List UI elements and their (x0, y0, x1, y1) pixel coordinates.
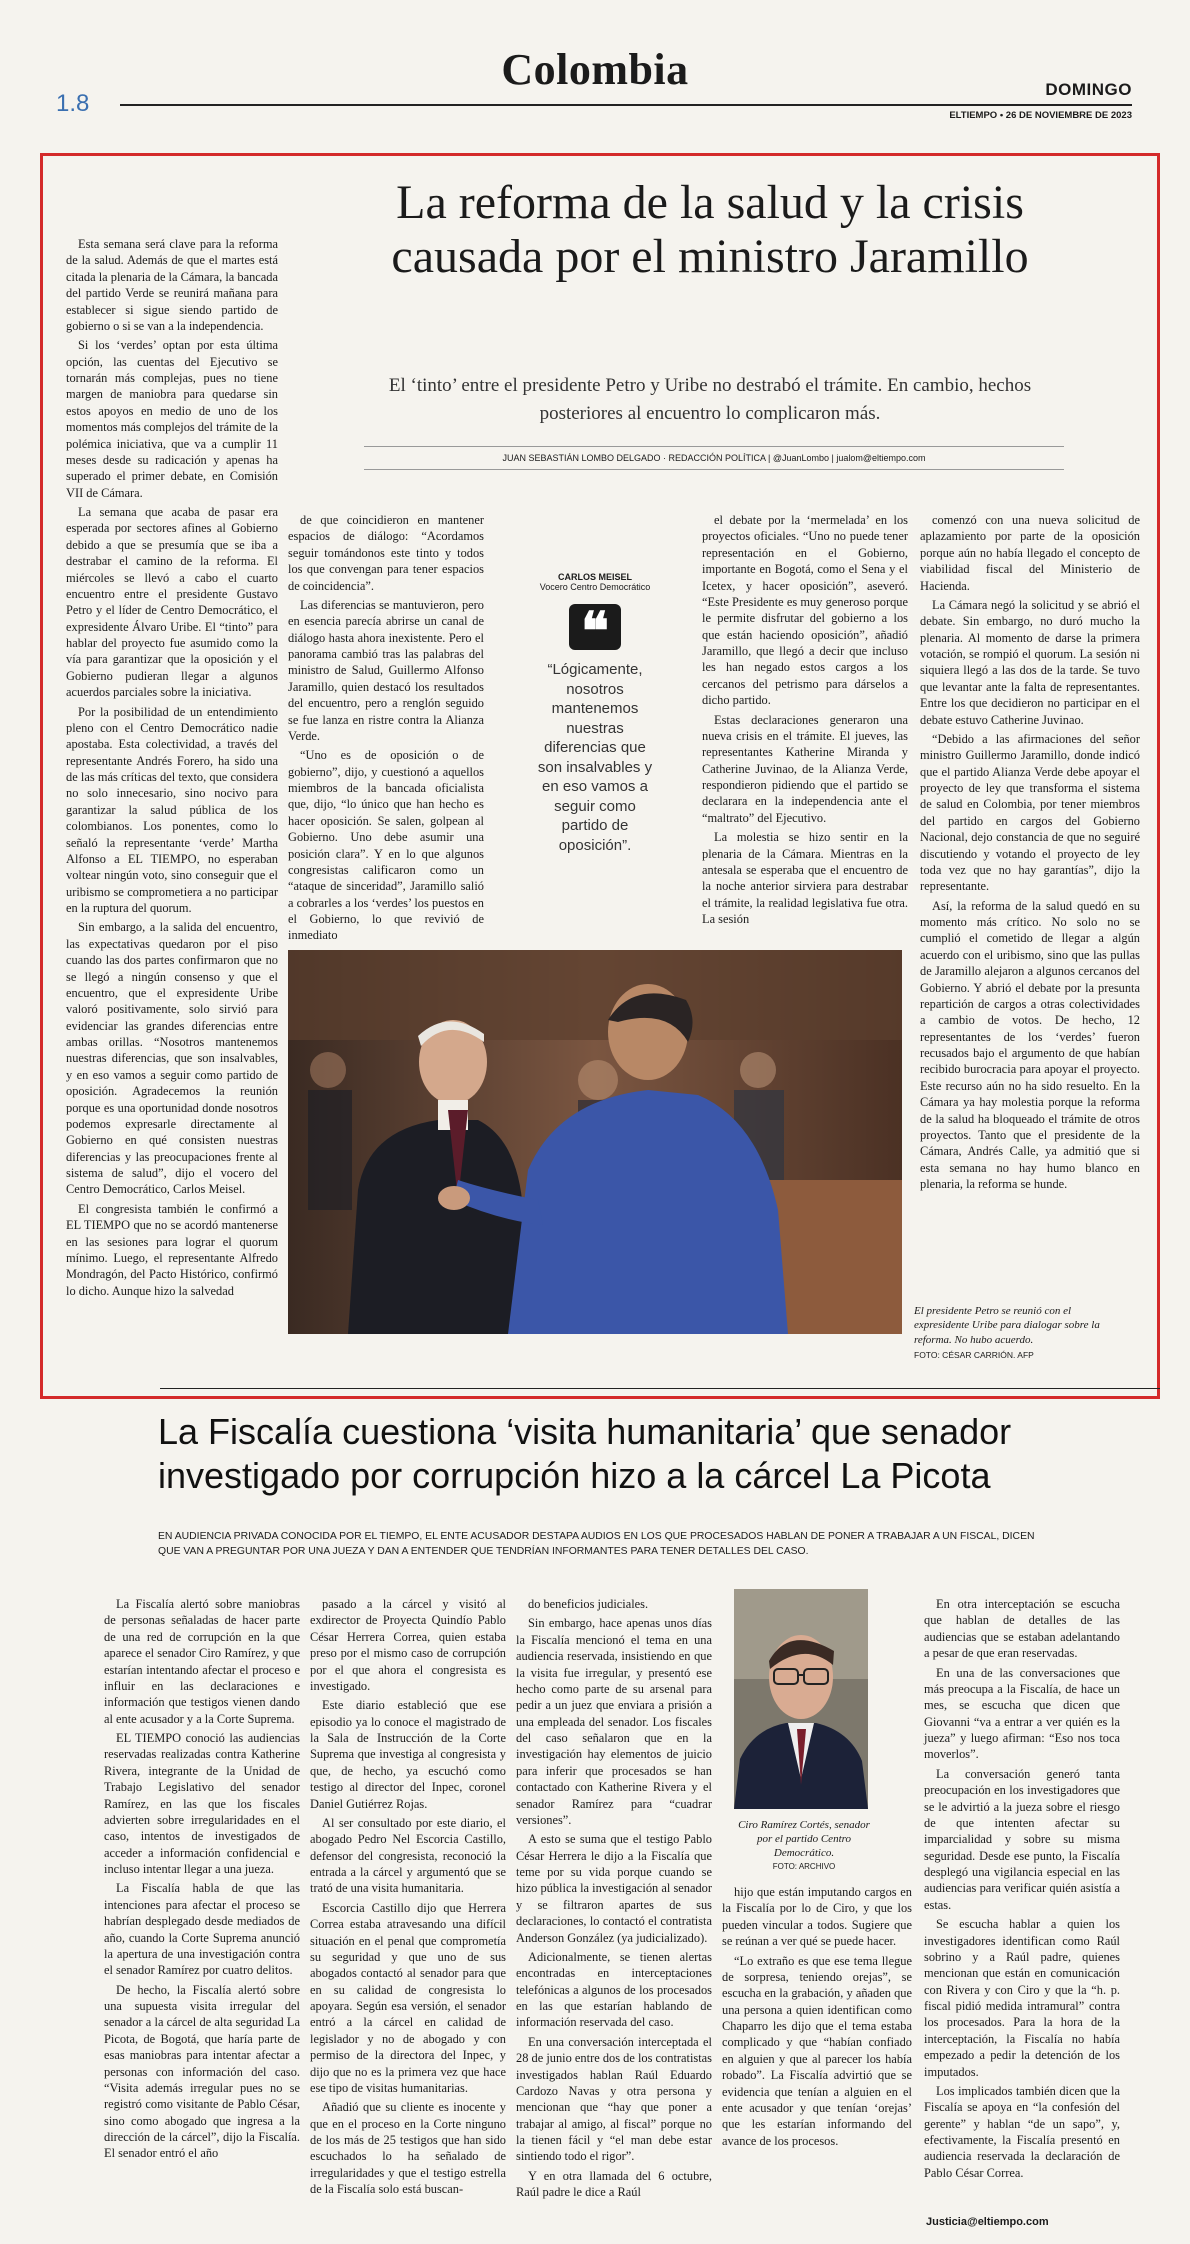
article1-column-1 (66, 236, 278, 1302)
paragraph: Y en otra llamada del 6 octubre, Raúl padre le dice a Raúl (516, 2168, 712, 2200)
article2-column-2 (310, 1596, 506, 2201)
article1-column-3 (702, 512, 908, 930)
paragraph: Estas declaraciones generaron una nueva crisis en el trámite. El jueves, las representantes Katherine Miranda y Catherine Juvinao, de la Alianza Verde, respondieron pidiendo que el partido se declarara en la independencia ante el “maltrato” del Ejecutivo. (702, 712, 908, 825)
ciro-ramirez-photo (734, 1589, 868, 1809)
paragraph: EL TIEMPO conoció las audiencias reservadas realizadas contra Katherine Rivera, integrante de la Unidad de Trabajo Legislativo del senador Ramírez, en las que los fiscales advierten sobre irregularidades en el caso, intentos de investigados de acceder a información confidencial e incluso intentar llegar a una jueza. (104, 1731, 300, 1876)
article1-byline: JUAN SEBASTIÁN LOMBO DELGADO · REDACCIÓN POLÍTICA | @JuanLombo | jualom@eltiempo.com (364, 446, 1064, 470)
paragraph: Así, la reforma de la salud quedó en su momento más crítico. No solo no se cumplió el cometido de llegar a algún acuerdo con el uribismo, sino que las pullas de Jaramillo alejaron a algunos cercanos del Gobierno. Y abrió el debate por la presunta repartición de cargos a otras colectividades a cambio de votos. De hecho, 12 representantes de los ‘verdes’ fueron recusados bajo el argumento de que habían recibido burocracia para apoyar el proyecto. Este recurso aún no ha sido resuelto. En la Cámara ya hay molestia porque la reforma de la salud ha bloqueado el trámite de otros proyectos. Tanto que el presidente de la Cámara, Andrés Calle, ya admitió que si esta semana no hay humo blanco en plenaria, la reforma se hunde. (920, 898, 1140, 1191)
article2-column-3 (516, 1596, 712, 2204)
paragraph: do beneficios judiciales. (528, 1597, 649, 1611)
paragraph: De hecho, la Fiscalía alertó sobre una supuesta visita irregular del senador a la cárcel de alta seguridad La Picota, de Bogotá, que haría parte de esas maniobras para intentar afectar a personas con información del caso. “Visita además irregular pues no se registró como visitante de Pablo César, sino como abogado que ingresa a la dirección de la cárcel”, dijo la Fiscalía. El senador entró el año (104, 1982, 300, 2161)
paragraph: de que coincidieron en mantener espacios de diálogo: “Acordamos seguir tomándonos este tinto y todos los que convengan para tener espacios de coincidencia”. (288, 513, 484, 593)
quote-text: “Lógicamente, nosotros mantenemos nuestras diferencias que son insalvables y en eso vamos a seguir como partido de oposición”. (537, 661, 653, 854)
photo2-caption-text: Ciro Ramírez Cortés, senador por el partido Centro Democrático. (738, 1819, 870, 1860)
article2-column-3b (722, 1884, 912, 2152)
article1-headline: La reforma de la salud y la crisis causada por el ministro Jaramillo (391, 176, 1029, 283)
paragraph: Adicionalmente, se tienen alertas encontradas en interceptaciones telefónicas a algunos de los procesados en las que estarían hablando de información reservada del caso. (516, 1949, 712, 2030)
photo1-caption (914, 1304, 1114, 1361)
paragraph: Esta semana será clave para la reforma de la salud. Además de que el martes está citada la plenaria de la Cámara, la bancada del partido Verde se reunirá mañana para establecer si sigue siendo partido de gobierno o si se van a la independencia. (66, 237, 278, 333)
paragraph: pasado a la cárcel y visitó al exdirector de Proyecta Quindío Pablo César Herrera Correa, quien estaba preso por el mismo caso de corrupción por el que ahora el congresista es investigado. (310, 1597, 506, 1693)
paragraph: La Fiscalía alertó sobre maniobras de personas señaladas de hacer parte de una red de corrupción en la que aparece el senador Ciro Ramírez, y que estarían intentando afectar el proceso e influir en las declaraciones e información que testigos vienen dando al ente acusador y a la Corte Suprema. (104, 1597, 300, 1726)
article1-column-4 (920, 512, 1140, 1195)
quote-mark-icon: ❝ (569, 604, 621, 650)
paragraph: Sin embargo, a la salida del encuentro, las expectativas quedaron por el piso cuando las dos partes confirmaron que no se llegó a ningún consenso y que el encuentro, que el expresidente Uribe valoró positivamente, solo sirvió para evidenciar las grandes diferencias entre ambas orillas. “Nosotros mantenemos nuestras diferencias, que son insalvables, y en eso vamos a seguir como partido de oposición. Agradecemos la reunión porque es una oportunidad donde nosotros podemos expresarle directamente al Gobierno en qué consisten nuestras diferencias y las preocupaciones frente al sistema de salud”, dijo el vocero del Centro Democrático, Carlos Meisel. (66, 920, 278, 1197)
photo1-credit: FOTO: CÉSAR CARRIÓN. AFP (914, 1349, 1034, 1360)
contact-email[interactable]: Justicia@eltiempo.com (926, 2216, 1049, 2228)
paragraph: La Fiscalía habla de que las intenciones para afectar el proceso se habrían desplegado desde mediados de año, cuando la Corte Suprema anunció la apertura de una investigación contra el senador Ramírez por cuatro delitos. (104, 1881, 300, 1978)
quote-role: Vocero Centro Democrático (539, 582, 651, 592)
weekday: DOMINGO (1045, 80, 1132, 99)
paragraph: La semana que acaba de pasar era esperada por sectores afines al Gobierno debido a que se presumía que se iba a destrabar el camino de la reforma. El miércoles se llevó a cabo el cuarto encuentro entre el presidente Gustavo Petro y el líder de Centro Democrático, el expresidente Álvaro Uribe. El “tinto” para hablar del proyecto fue asumido como la vía para garantizar que la oposición y el Gobierno pudieran llegar a algunos acuerdos parciales sobre la iniciativa. (66, 505, 278, 700)
paragraph: “Lo extraño es que ese tema llegue de sorpresa, teniendo orejas”, se escucha en la grabación, y añaden que una persona a quien identifican como Chaparro les dijo que el tema estaba complicado y que “habían confiado en alguien y que al parecer los había robado”. La Fiscalía advirtió que se evidencia que tenían a alguien en el ente acusador y que tenían ‘orejas’ que les estarían informando del avance de los procesos. (722, 1953, 912, 2148)
article2-lead: EN AUDIENCIA PRIVADA CONOCIDA POR EL TIEMPO, EL ENTE ACUSADOR DESTAPA AUDIOS EN LOS QUE PROCESADOS HABLAN DE PONER A TRABAJAR A UN FISCAL, DICEN QUE VAN A PREGUNTAR POR UNA JUEZA Y DAN A ENTENDER QUE TENDRÍAN INFORMANTES PARA TENER DETALLES DEL CASO. (158, 1531, 1035, 1557)
petro-uribe-photo (288, 950, 902, 1334)
paragraph: Si los ‘verdes’ optan por esta última opción, las cuentas del Ejecutivo se tornarán más complejas, pues no tiene margen de maniobra para quedarse sin estos apoyos en medio de uno de los momentos más complejos del trámite de la polémica iniciativa, que va a cumplir 11 meses desde su radicación y apenas ha superado el primer debate, en Comisión VII de Cámara. (66, 338, 278, 500)
section-title: Colombia (501, 45, 689, 94)
paragraph: hijo que están imputando cargos en la Fiscalía por lo de Ciro, y que los pueden vincular a todos. Sugiere que se reúnan a ver qué se puede hacer. (722, 1885, 912, 1949)
paragraph: Este diario estableció que ese episodio ya lo conoce el magistrado de la Sala de Instrucción de la Corte Suprema que investiga al congresista y que, de hecho, ya escuchó como testigo al director del Inpec, coronel Daniel Gutiérrez Rojas. (310, 1698, 506, 1811)
article2-headline: La Fiscalía cuestiona ‘visita humanitaria’ que senador investigado por corrupción hizo a la cárcel La Picota (158, 1411, 1012, 1497)
paragraph: Las diferencias se mantuvieron, pero en esencia parecía abrirse un canal de diálogo hasta ahora inexistente. Pero el panorama cambió tras las palabras del ministro de Salud, Guillermo Alfonso Jaramillo, quien destacó los resultados del encuentro, pero a renglón seguido se fue lanza en ristre contra la Alianza Verde. (288, 597, 484, 743)
paragraph: “Debido a las afirmaciones del señor ministro Guillermo Jaramillo, donde indicó que el partido Alianza Verde debe apoyar el proyecto de ley que transforma el sistema de salud en Colombia, por tener miembros del partido en cargos del Gobierno Nacional, dejo constancia de que no seguiré discutiendo y votando el proyecto de ley toda vez que no hay garantías”, dijo la representante. (920, 731, 1140, 894)
article2-column-4 (924, 1596, 1120, 2184)
article1-dek: El ‘tinto’ entre el presidente Petro y Uribe no destrabó el trámite. En cambio, hechos posteriores al encuentro lo complicaron más. (388, 375, 1032, 424)
quote-author: CARLOS MEISEL (557, 572, 632, 582)
paragraph: Al ser consultado por este diario, el abogado Pedro Nel Escorcia Castillo, defensor del congresista, reconoció la entrada a la cárcel y argumentó que se trató de una visita humanitaria. (310, 1815, 506, 1896)
paragraph: La molestia se hizo sentir en la plenaria de la Cámara. Mientras en la antesala se esperaba que el encuentro de la noche anterior sirviera para destrabar el trámite, la realidad legislativa fue otra. La sesión (702, 830, 908, 926)
paragraph: Por la posibilidad de un entendimiento pleno con el Centro Democrático nadie apostaba. Esta colectividad, a través del representante Andrés Forero, ha sido una de las más críticas del texto, que considera no solo innecesario, sino nocivo para garantizar la salud pública de los colombianos. Los ponentes, como lo señaló la representante ‘verde’ Martha Alfonso a EL TIEMPO, no esperaban voltear ningún voto, sino conseguir que el uribismo se comprometiera a no participar en la ruptura del quorum. (66, 704, 278, 915)
header-rule (120, 104, 1132, 106)
article1-column-2 (288, 512, 484, 947)
paragraph: La conversación generó tanta preocupación en los investigadores que se le advirtió a la jueza sobre el riesgo de que intenten afectar su imparcialidad y sobre su misma seguridad. Desde ese punto, la Fiscalía desplegó una vigilancia especial en las audiencias para verificar quién asistía a estas. (924, 1766, 1120, 1912)
paragraph: En una conversación interceptada el 28 de junio entre dos de los contratistas investigados hablan Raúl Eduardo Cardozo Navas y otra persona y mencionan que “hay que poner a trabajar al amigo, al fiscal” porque no la tienen fácil y “el man debe estar sintiendo todo el rigor”. (516, 2034, 712, 2164)
paragraph: Sin embargo, hace apenas unos días la Fiscalía mencionó el tema en una audiencia reservada, insistiendo en que la visita fue irregular, y presentó ese hecho como parte de su arsenal para pedir a un juez que enviara a prisión a una empleada del senador. Los fiscales del caso señalaron que en la investigación hay elementos de juicio para inferir que procesados se han contactado con Katherine Rivera y el senador Ramírez para “cuadrar versiones”. (516, 1616, 712, 1827)
paragraph: Se escucha hablar a quien los investigadores identifican como Raúl sobrino y a Raúl padre, quienes mencionan que están en comunicación con Rivera y con Ciro y que la “h. p. fiscal pidió medida intramural” contra los procesados. Para la hora de la interceptación, la Fiscalía no había empezado a pedir la detención de los imputados. (924, 1917, 1120, 2079)
paragraph: “Uno es de oposición o de gobierno”, dijo, y cuestionó a aquellos miembros de la bancada oficialista que, dijo, “lo único que han hecho es hacer oposición. Se salen, golpean al Gobierno. Uno debe asumir una posición clara”. Y en lo que algunos congresistas calificaron como un “ataque de sinceridad”, Jaramillo salió a cobrarles a los ‘verdes’ los puestos en el Gobierno, lo que revivió de inmediato (288, 748, 484, 943)
paragraph: El congresista también le confirmó a EL TIEMPO que no se acordó mantenerse en las sesiones para lograr el quorum mínimo. Luego, el representante Alfredo Mondragón, del Pacto Histórico, confirmó lo dicho. Aunque hizo la salvedad (66, 1201, 278, 1298)
pull-quote (530, 572, 660, 855)
paragraph: comenzó con una nueva solicitud de aplazamiento por parte de la oposición porque aún no había llegado el concepto de viabilidad fiscal del Ministerio de Hacienda. (920, 513, 1140, 593)
paragraph: La Cámara negó la solicitud y se abrió el debate. Sin embargo, no duró mucho la plenaria. Al momento de darse la primera votación, se rompió el quorum. La sesión ni siquiera llegó a las dos de la tarde. Se tuvo que levantar ante la falta de representantes. Entre los que decidieron no participar en el debate estuvo Catherine Juvinao. (920, 597, 1140, 727)
paragraph: En otra interceptación se escucha que hablan de detalles de las audiencias que se estaban adelantando a pesar de que eran reservadas. (924, 1597, 1120, 1661)
paragraph: el debate por la ‘mermelada’ en los proyectos oficiales. “Uno no puede tener representación en el Gobierno, importante en Bogotá, como el Sena y el Icetex, y hacer oposición”, aseveró. “Este Presidente es muy generoso porque le permite disfrutar del gobierno a los que están haciendo oposición”, añadió Jaramillo, que llegó a decir que incluso les han negado estos cargos a los cercanos del petrismo para dárselos a dicho partido. (702, 513, 908, 708)
paragraph: A esto se suma que el testigo Pablo César Herrera le dijo a la Fiscalía que teme por su vida porque cuando se hizo pública la investigación al senador y se filtraron apartes de sus declaraciones, lo contactó el contratista Anderson González (ya judicializado). (516, 1832, 712, 1945)
paragraph: Escorcia Castillo dijo que Herrera Correa estaba atravesando una difícil situación en el penal que comprometía su seguridad y que uno de sus abogados contactó al senador para que en su calidad de congresista lo apoyara. Según esa versión, el senador entró a la cárcel en calidad de legislador y no de abogado y con permiso de la directora del Inpec, y dijo que no es la primera vez que hace ese tipo de visitas humanitarias. (310, 1900, 506, 2095)
article2-column-1 (104, 1596, 300, 2165)
page-number: 1.8 (56, 90, 90, 117)
paragraph: Añadió que su cliente es inocente y que en el proceso en la Corte ninguno de los más de 25 testigos que han sido escuchados lo ha señalado de irregularidades y que el testigo estrella de la Fiscalía solo está buscan- (310, 2100, 506, 2197)
paragraph: En una de las conversaciones que más preocupa a la Fiscalía, de hace un mes, se escucha que dicen que Giovanni “va a entrar a ver quién es la jueza” y luego afirman: “Eso nos toca moverlos”. (924, 1665, 1120, 1762)
paragraph: Los implicados también dicen que la Fiscalía se apoya en “la confesión del gerente” y hablan “de un sapo”, y, efectivamente, la Fiscalía presentó en audiencia reservada la declaración de Pablo César Correa. (924, 2083, 1120, 2180)
article2-rule (160, 1388, 1160, 1389)
photo2-credit: FOTO: ARCHIVO (772, 1862, 836, 1872)
photo1-caption-text: El presidente Petro se reunió con el expresidente Uribe para dialogar sobre la reforma. No hubo acuerdo. (914, 1305, 1100, 1346)
dateline: ELTIEMPO • 26 DE NOVIEMBRE DE 2023 (949, 110, 1132, 121)
photo2-caption (734, 1818, 874, 1872)
